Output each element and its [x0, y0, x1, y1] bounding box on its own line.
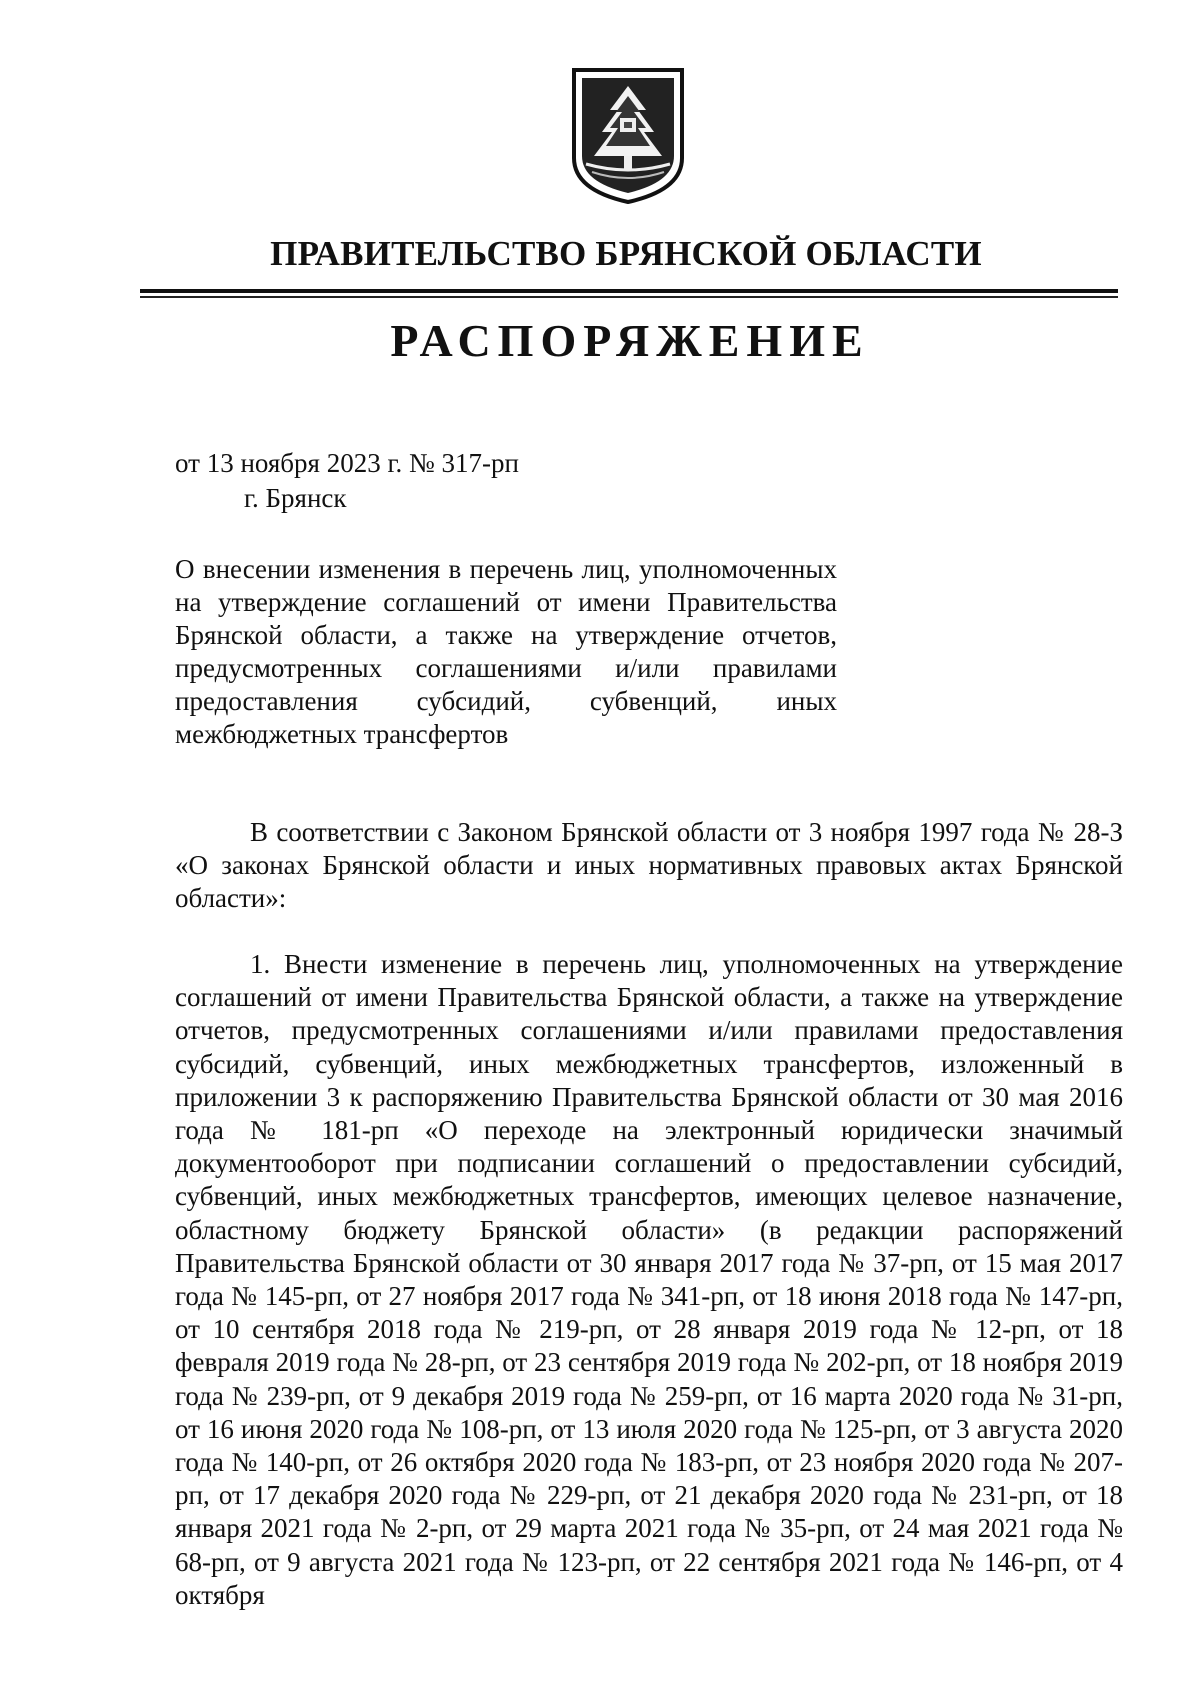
document-type-title: РАСПОРЯЖЕНИЕ: [390, 315, 870, 366]
coat-of-arms-icon: [570, 66, 686, 206]
document-subject: О внесении изменения в перечень лиц, уполномоченных на утверждение соглашений от имени Правительства Брянской области, а также на утверждение отчетов, предусмотренных соглашениями и/или правилами предоставления субсидий, субвенций, иных межбюджетных трансфертов: [175, 554, 837, 749]
header-rule-thick: [140, 289, 1118, 293]
document-city: г. Брянск: [244, 483, 347, 513]
body-item-1: 1. Внести изменение в перечень лиц, уполномоченных на утверждение соглашений от имени Правительства Брянской области, а также на утверждение отчетов, предусмотренных соглашениями и/или правилами предоставления субсидий, субвенций, иных межбюджетных трансфертов, изложенный в приложении 3 к распоряжению Правительства Брянской области от 30 мая 2016 года № 181-рп «О переходе на электронный юридически значимый документооборот при подписании соглашений о предоставлении субсидий, субвенций, иных межбюджетных трансфертов, имеющих целевое назначение, областному бюджету Брянской области» (в редакции распоряжений Правительства Брянской области от 30 января 2017 года № 37-рп, от 15 мая 2017 года № 145-рп, от 27 ноября 2017 года № 341-рп, от 18 июня 2018 года № 147-рп, от 10 сентября 2018 года № 219-рп, от 28 января 2019 года № 12-рп, от 18 февраля 2019 года № 28-рп, от 23 сентября 2019 года № 202-рп, от 18 ноября 2019 года № 239-рп, от 9 декабря 2019 года № 259-рп, от 16 марта 2020 года № 31-рп, от 16 июня 2020 года № 108-рп, от 13 июля 2020 года № 125-рп, от 3 августа 2020 года № 140-рп, от 26 октября 2020 года № 183-рп, от 23 ноября 2020 года № 207-рп, от 17 декабря 2020 года № 229-рп, от 21 декабря 2020 года № 231-рп, от 18 января 2021 года № 2-рп, от 29 марта 2021 года № 35-рп, от 24 мая 2021 года № 68-рп, от 9 августа 2021 года № 123-рп, от 22 сентября 2021 года № 146-рп, от 4 октября: [175, 949, 1123, 1610]
organization-title: ПРАВИТЕЛЬСТВО БРЯНСКОЙ ОБЛАСТИ: [270, 234, 982, 273]
document-date-number: от 13 ноября 2023 г. № 317-рп: [175, 448, 519, 478]
header-rule-thin: [140, 296, 1118, 298]
body-preamble: В соответствии с Законом Брянской области от 3 ноября 1997 года № 28-З «О законах Брянской области и иных нормативных правовых актах Брянской области»:: [175, 817, 1123, 914]
